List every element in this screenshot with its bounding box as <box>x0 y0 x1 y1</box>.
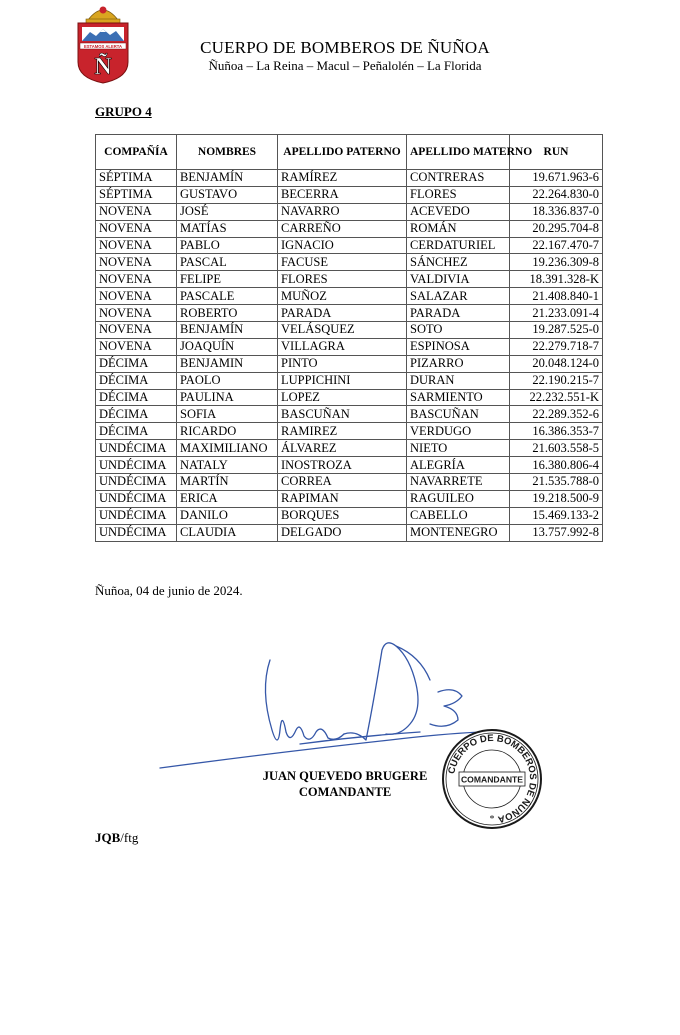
cell-maternal-surname: NIETO <box>407 440 510 457</box>
cell-maternal-surname: SÁNCHEZ <box>407 254 510 271</box>
cell-paternal-surname: ÁLVAREZ <box>278 440 407 457</box>
crest-crown <box>86 7 120 24</box>
table-row <box>96 507 603 524</box>
cell-maternal-surname: MONTENEGRO <box>407 524 510 541</box>
cell-names: MAXIMILIANO <box>177 440 278 457</box>
cell-names: MARTÍN <box>177 474 278 491</box>
group-title: GRUPO 4 <box>95 104 152 119</box>
cell-names: GUSTAVO <box>177 186 278 203</box>
cell-names: BENJAMÍN <box>177 170 278 187</box>
table-row <box>96 254 603 271</box>
author-initials: JQB <box>95 830 121 845</box>
cell-names: PASCALE <box>177 288 278 305</box>
cell-names: PAOLO <box>177 372 278 389</box>
cell-paternal-surname: VILLAGRA <box>278 338 407 355</box>
cell-company: UNDÉCIMA <box>96 474 177 491</box>
table-row <box>96 305 603 322</box>
cell-paternal-surname: RAPIMAN <box>278 490 407 507</box>
table-row <box>96 389 603 406</box>
stamp-star-icon: * <box>489 814 495 825</box>
cell-names: NATALY <box>177 457 278 474</box>
signatory-name: JUAN QUEVEDO BRUGERE <box>262 769 428 783</box>
cell-maternal-surname: ROMÁN <box>407 220 510 237</box>
cell-paternal-surname: LUPPICHINI <box>278 372 407 389</box>
cell-paternal-surname: NAVARRO <box>278 203 407 220</box>
cell-run: 18.391.328-K <box>510 271 603 288</box>
cell-paternal-surname: BASCUÑAN <box>278 406 407 423</box>
cell-maternal-surname: RAGUILEO <box>407 490 510 507</box>
cell-company: UNDÉCIMA <box>96 457 177 474</box>
cell-paternal-surname: CORREA <box>278 474 407 491</box>
table-row <box>96 372 603 389</box>
cell-run: 20.295.704-8 <box>510 220 603 237</box>
table-row <box>96 338 603 355</box>
cell-run: 21.233.091-4 <box>510 305 603 322</box>
cell-company: SÉPTIMA <box>96 186 177 203</box>
cell-paternal-surname: FACUSE <box>278 254 407 271</box>
table-row <box>96 220 603 237</box>
cell-names: BENJAMIN <box>177 355 278 372</box>
table-row <box>96 490 603 507</box>
cell-run: 19.218.500-9 <box>510 490 603 507</box>
roster-table <box>95 134 603 542</box>
cell-paternal-surname: CARREÑO <box>278 220 407 237</box>
cell-run: 21.408.840-1 <box>510 288 603 305</box>
cell-paternal-surname: LOPEZ <box>278 389 407 406</box>
table-row <box>96 203 603 220</box>
cell-run: 22.279.718-7 <box>510 338 603 355</box>
cell-run: 18.336.837-0 <box>510 203 603 220</box>
table-header-row <box>96 135 603 170</box>
stamp-ring-text: CUERPO DE BOMBEROS DE ÑUÑOA <box>446 732 539 825</box>
cell-run: 22.167.470-7 <box>510 237 603 254</box>
table-row <box>96 271 603 288</box>
cell-maternal-surname: BASCUÑAN <box>407 406 510 423</box>
cell-company: NOVENA <box>96 237 177 254</box>
cell-maternal-surname: ESPINOSA <box>407 338 510 355</box>
cell-company: DÉCIMA <box>96 389 177 406</box>
cell-names: ROBERTO <box>177 305 278 322</box>
cell-company: UNDÉCIMA <box>96 440 177 457</box>
table-row <box>96 423 603 440</box>
cell-names: DANILO <box>177 507 278 524</box>
table-row <box>96 237 603 254</box>
cell-maternal-surname: CABELLO <box>407 507 510 524</box>
cell-maternal-surname: DURAN <box>407 372 510 389</box>
cell-company: NOVENA <box>96 322 177 339</box>
cell-run: 22.264.830-0 <box>510 186 603 203</box>
cell-paternal-surname: INOSTROZA <box>278 457 407 474</box>
cell-company: DÉCIMA <box>96 372 177 389</box>
cell-company: DÉCIMA <box>96 355 177 372</box>
cell-maternal-surname: SOTO <box>407 322 510 339</box>
table-row <box>96 322 603 339</box>
cell-run: 21.603.558-5 <box>510 440 603 457</box>
cell-maternal-surname: SARMIENTO <box>407 389 510 406</box>
cell-maternal-surname: CONTRERAS <box>407 170 510 187</box>
column-header-company: COMPAÑÍA <box>96 135 177 170</box>
cell-names: PABLO <box>177 237 278 254</box>
cell-run: 21.535.788-0 <box>510 474 603 491</box>
typist-initials: /ftg <box>120 830 139 845</box>
cell-company: UNDÉCIMA <box>96 507 177 524</box>
cell-maternal-surname: FLORES <box>407 186 510 203</box>
roster-table-body <box>96 170 603 542</box>
crest-letter: Ñ <box>94 54 112 80</box>
cell-run: 19.236.309-8 <box>510 254 603 271</box>
cell-names: BENJAMÍN <box>177 322 278 339</box>
cell-company: NOVENA <box>96 338 177 355</box>
organization-name: CUERPO DE BOMBEROS DE ÑUÑOA <box>200 38 490 57</box>
cell-run: 16.386.353-7 <box>510 423 603 440</box>
table-row <box>96 474 603 491</box>
table-row <box>96 355 603 372</box>
cell-company: SÉPTIMA <box>96 170 177 187</box>
cell-run: 22.289.352-6 <box>510 406 603 423</box>
cell-paternal-surname: MUÑOZ <box>278 288 407 305</box>
table-row <box>96 186 603 203</box>
crest-banner-text: ESTAMOS ALERTA <box>83 43 123 49</box>
cell-run: 15.469.133-2 <box>510 507 603 524</box>
bomberos-crest-logo <box>74 2 132 84</box>
column-header-maternal-surname: APELLIDO MATERNO <box>407 135 510 170</box>
communes-line: Ñuñoa – La Reina – Macul – Peñalolén – La Florida <box>208 58 482 73</box>
table-row <box>96 524 603 541</box>
cell-company: DÉCIMA <box>96 406 177 423</box>
cell-company: UNDÉCIMA <box>96 490 177 507</box>
cell-company: NOVENA <box>96 203 177 220</box>
official-stamp <box>441 728 543 830</box>
cell-maternal-surname: NAVARRETE <box>407 474 510 491</box>
cell-maternal-surname: CERDATURIEL <box>407 237 510 254</box>
cell-maternal-surname: VALDIVIA <box>407 271 510 288</box>
cell-paternal-surname: BECERRA <box>278 186 407 203</box>
table-row <box>96 170 603 187</box>
cell-company: NOVENA <box>96 271 177 288</box>
cell-paternal-surname: FLORES <box>278 271 407 288</box>
column-header-names: NOMBRES <box>177 135 278 170</box>
cell-maternal-surname: PIZARRO <box>407 355 510 372</box>
table-row <box>96 288 603 305</box>
cell-maternal-surname: VERDUGO <box>407 423 510 440</box>
cell-paternal-surname: DELGADO <box>278 524 407 541</box>
cell-names: PASCAL <box>177 254 278 271</box>
cell-run: 19.287.525-0 <box>510 322 603 339</box>
cell-run: 13.757.992-8 <box>510 524 603 541</box>
cell-paternal-surname: PINTO <box>278 355 407 372</box>
cell-maternal-surname: SALAZAR <box>407 288 510 305</box>
column-header-paternal-surname: APELLIDO PATERNO <box>278 135 407 170</box>
cell-run: 20.048.124-0 <box>510 355 603 372</box>
cell-run: 22.232.551-K <box>510 389 603 406</box>
cell-names: PAULINA <box>177 389 278 406</box>
signatory-role: COMANDANTE <box>298 785 392 799</box>
cell-names: SOFIA <box>177 406 278 423</box>
cell-names: JOAQUÍN <box>177 338 278 355</box>
cell-run: 19.671.963-6 <box>510 170 603 187</box>
cell-run: 22.190.215-7 <box>510 372 603 389</box>
cell-names: FELIPE <box>177 271 278 288</box>
cell-company: DÉCIMA <box>96 423 177 440</box>
cell-run: 16.380.806-4 <box>510 457 603 474</box>
table-row <box>96 457 603 474</box>
cell-company: UNDÉCIMA <box>96 524 177 541</box>
stamp-center-text: COMANDANTE <box>460 774 524 785</box>
cell-maternal-surname: ACEVEDO <box>407 203 510 220</box>
date-line: Ñuñoa, 04 de junio de 2024. <box>95 583 243 598</box>
cell-paternal-surname: PARADA <box>278 305 407 322</box>
cell-names: CLAUDIA <box>177 524 278 541</box>
cell-maternal-surname: PARADA <box>407 305 510 322</box>
cell-names: RICARDO <box>177 423 278 440</box>
cell-company: NOVENA <box>96 254 177 271</box>
reference-initials <box>95 830 138 846</box>
cell-names: ERICA <box>177 490 278 507</box>
cell-paternal-surname: RAMIREZ <box>278 423 407 440</box>
cell-paternal-surname: VELÁSQUEZ <box>278 322 407 339</box>
cell-paternal-surname: BORQUES <box>278 507 407 524</box>
table-row <box>96 406 603 423</box>
cell-maternal-surname: ALEGRÍA <box>407 457 510 474</box>
cell-company: NOVENA <box>96 305 177 322</box>
cell-names: MATÍAS <box>177 220 278 237</box>
cell-company: NOVENA <box>96 288 177 305</box>
cell-company: NOVENA <box>96 220 177 237</box>
column-header-run: RUN <box>510 135 603 170</box>
cell-paternal-surname: IGNACIO <box>278 237 407 254</box>
cell-paternal-surname: RAMÍREZ <box>278 170 407 187</box>
table-row <box>96 440 603 457</box>
letterhead <box>160 38 530 74</box>
cell-names: JOSÉ <box>177 203 278 220</box>
